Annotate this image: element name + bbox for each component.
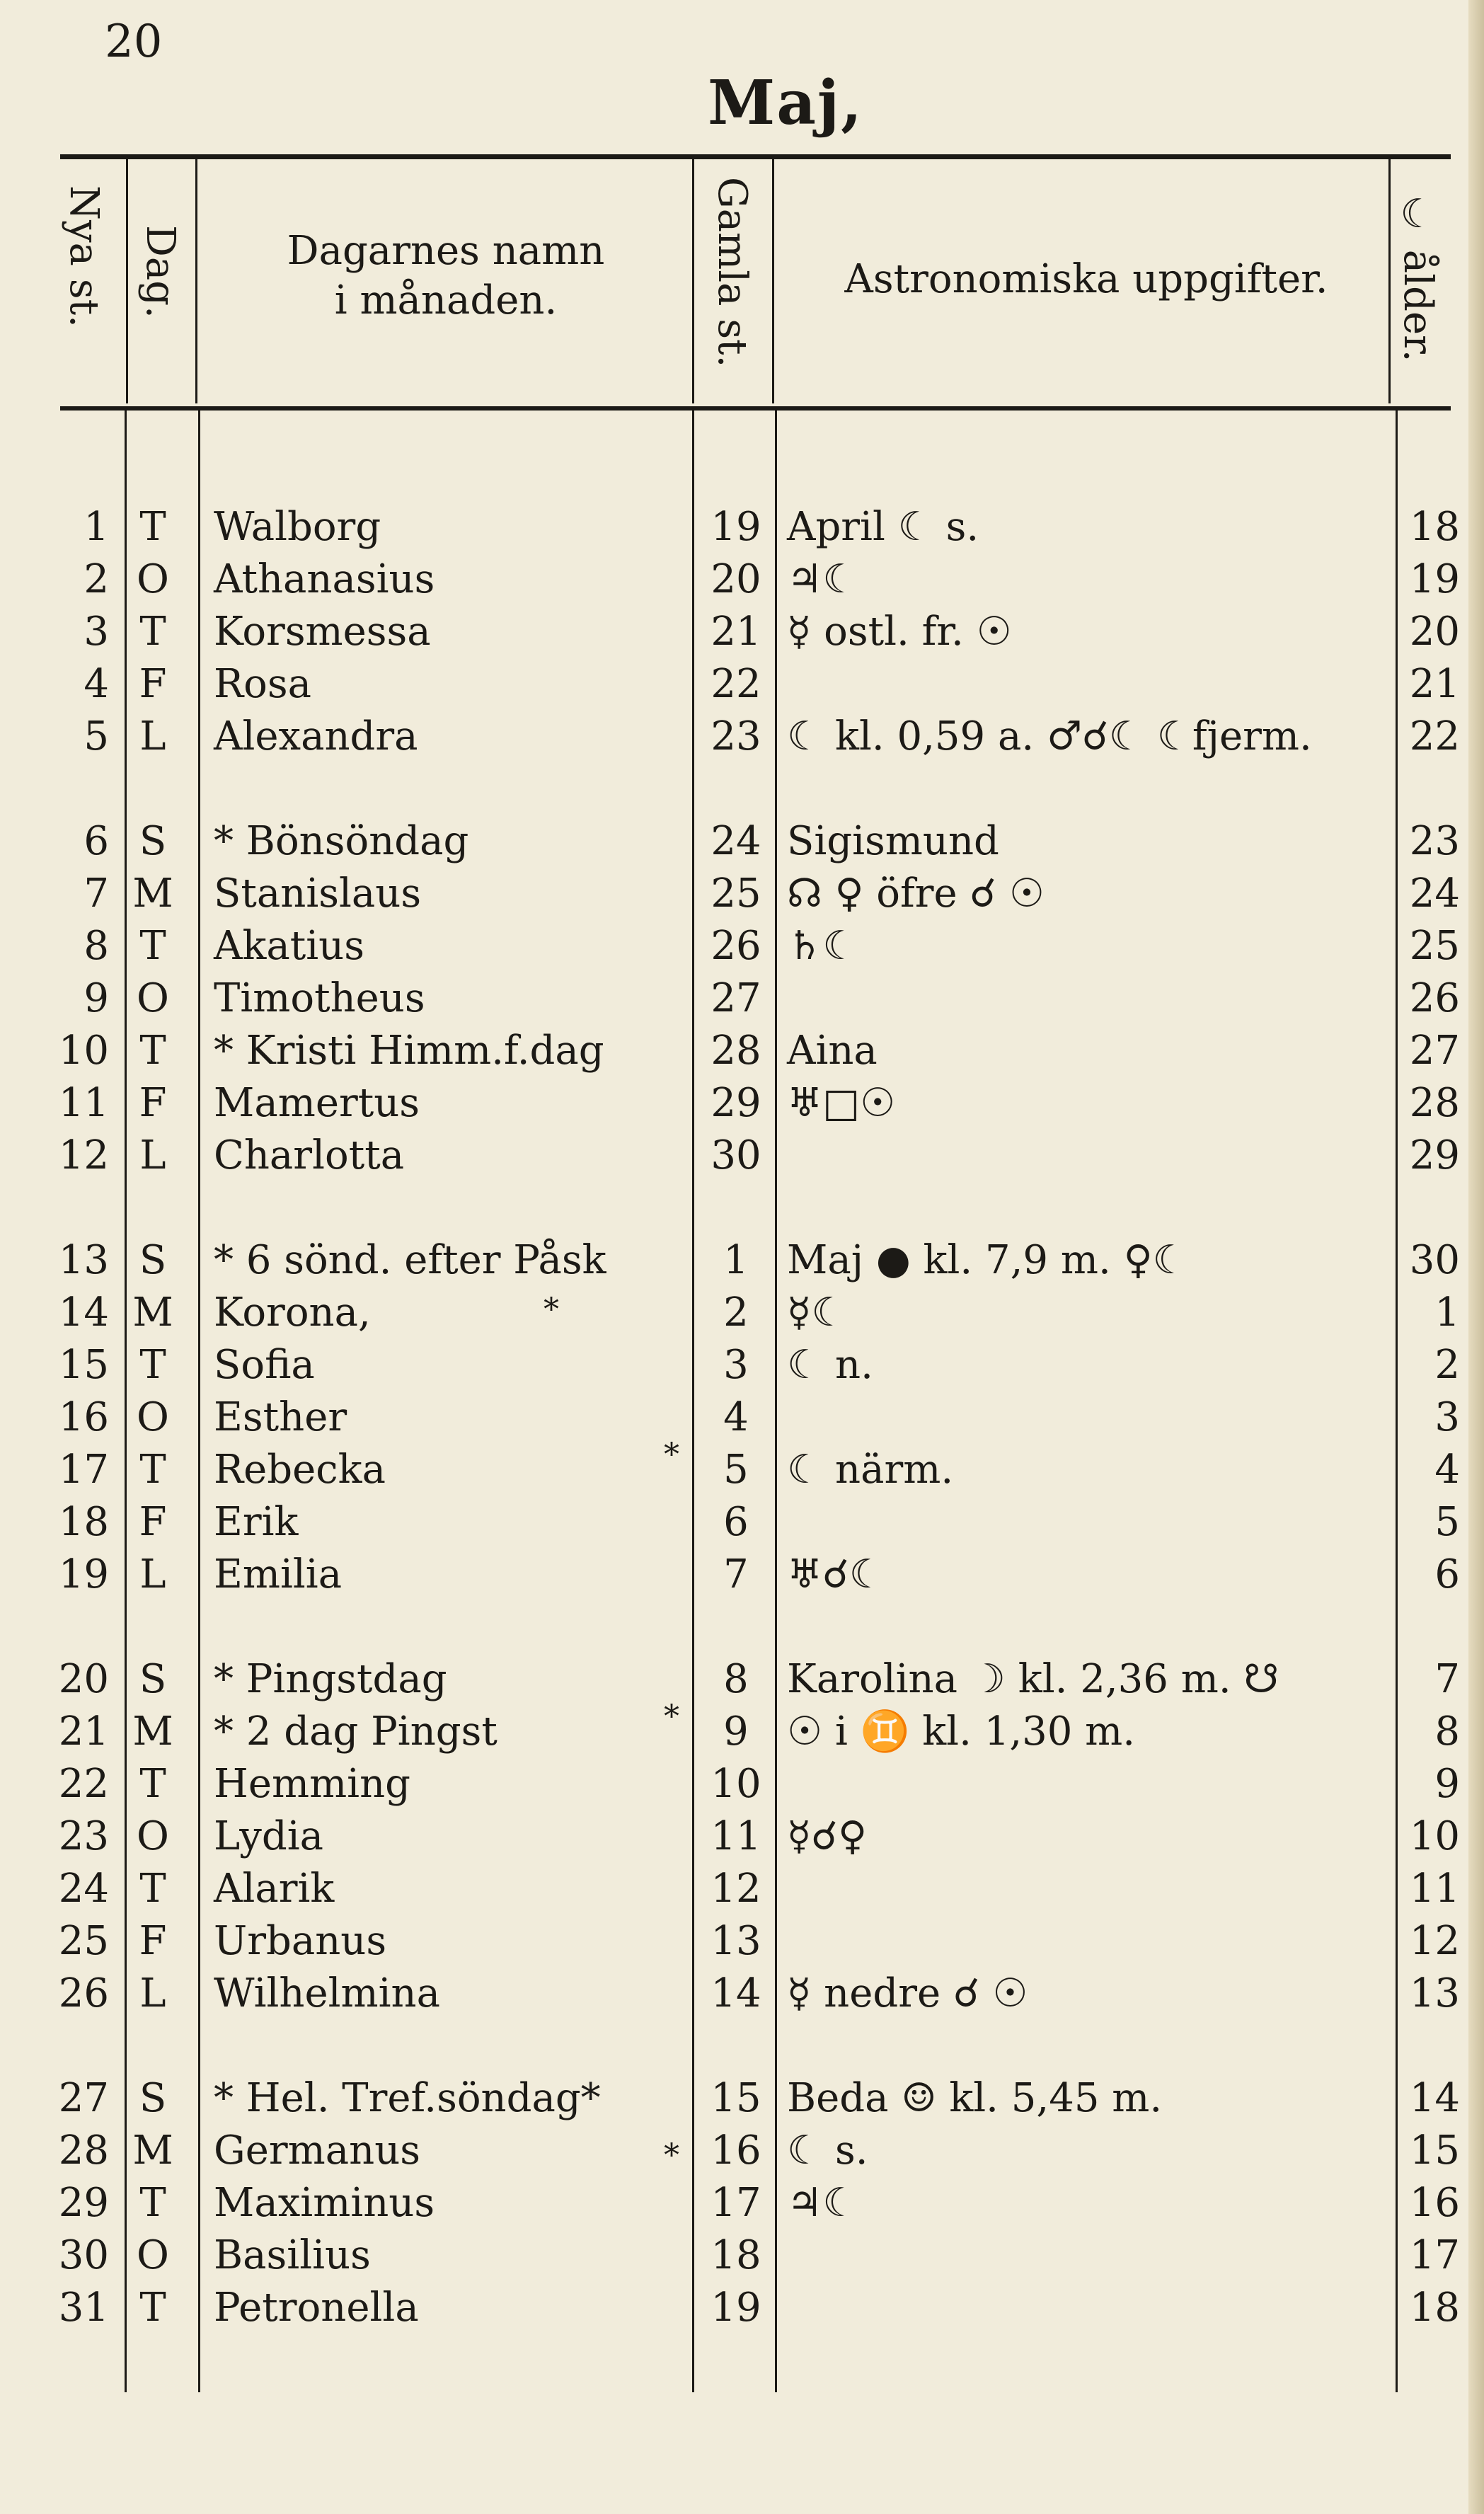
day-name: Germanus bbox=[214, 2128, 421, 2174]
astronomical-note: ♅☌☾ bbox=[787, 1551, 885, 1597]
day-name: Petronella bbox=[214, 2285, 419, 2331]
astronomical-note: ♃☾ bbox=[787, 556, 858, 602]
day-old-style: 12 bbox=[711, 1866, 761, 1912]
table-row bbox=[0, 711, 1484, 763]
day-old-style: 29 bbox=[711, 1080, 761, 1126]
moon-age: 6 bbox=[1434, 1551, 1460, 1597]
weekday: M bbox=[132, 1290, 173, 1336]
moon-age: 8 bbox=[1434, 1709, 1460, 1755]
day-new-style: 16 bbox=[58, 1394, 109, 1440]
weekday: F bbox=[139, 661, 167, 707]
table-row bbox=[0, 501, 1484, 553]
table-row bbox=[0, 1077, 1484, 1130]
weekday: F bbox=[139, 1918, 167, 1964]
astronomical-note: ☉ i ♊ kl. 1,30 m. bbox=[787, 1709, 1136, 1755]
day-new-style: 24 bbox=[58, 1866, 109, 1912]
moon-age: 19 bbox=[1409, 556, 1460, 602]
weekday: T bbox=[139, 2285, 166, 2331]
day-name: * Bönsöndag bbox=[214, 818, 469, 864]
table-row bbox=[0, 2177, 1484, 2229]
day-old-style: 21 bbox=[711, 609, 761, 655]
header-name-line2: i månaden. bbox=[334, 277, 558, 323]
day-old-style: 19 bbox=[711, 2285, 761, 2331]
asterisk-mark: * bbox=[664, 1699, 679, 1735]
table-row bbox=[0, 1915, 1484, 1968]
astronomical-note: Sigismund bbox=[787, 818, 999, 864]
day-new-style: 4 bbox=[84, 661, 109, 707]
day-name: Emilia bbox=[214, 1551, 343, 1597]
day-old-style: 20 bbox=[711, 556, 761, 602]
day-name: * 6 sönd. efter Påsk bbox=[214, 1237, 606, 1283]
day-name: Akatius bbox=[214, 923, 364, 969]
table-row bbox=[0, 1863, 1484, 1915]
moon-age: 3 bbox=[1434, 1394, 1460, 1440]
weekday: T bbox=[139, 1028, 166, 1074]
weekday: T bbox=[139, 504, 166, 550]
table-row bbox=[0, 815, 1484, 868]
astronomical-note: ☾ närm. bbox=[787, 1447, 954, 1493]
day-old-style: 4 bbox=[723, 1394, 749, 1440]
moon-age: 4 bbox=[1434, 1447, 1460, 1493]
table-row bbox=[0, 1339, 1484, 1391]
day-new-style: 2 bbox=[84, 556, 109, 602]
day-name: Rebecka bbox=[214, 1447, 386, 1493]
day-new-style: 29 bbox=[58, 2180, 109, 2226]
day-old-style: 2 bbox=[723, 1290, 749, 1336]
day-name: * Kristi Himm.f.dag bbox=[214, 1028, 604, 1074]
table-row bbox=[0, 1549, 1484, 1601]
weekday: T bbox=[139, 1342, 166, 1388]
table-row bbox=[0, 1234, 1484, 1287]
day-new-style: 30 bbox=[58, 2232, 109, 2278]
weekday: O bbox=[137, 1394, 169, 1440]
header-dag: Dag. bbox=[137, 225, 183, 318]
day-old-style: 9 bbox=[723, 1709, 749, 1755]
day-name: Sofia bbox=[214, 1342, 315, 1388]
table-row bbox=[0, 920, 1484, 972]
day-name: Charlotta bbox=[214, 1132, 405, 1178]
table-row bbox=[0, 868, 1484, 920]
day-new-style: 8 bbox=[84, 923, 109, 969]
day-name: * Hel. Tref.söndag* bbox=[214, 2075, 601, 2121]
weekday: M bbox=[132, 1709, 173, 1755]
astronomical-note: ☊ ♀ öfre ☌ ☉ bbox=[787, 871, 1045, 917]
day-old-style: 22 bbox=[711, 661, 761, 707]
day-new-style: 22 bbox=[58, 1761, 109, 1807]
table-row bbox=[0, 972, 1484, 1025]
day-old-style: 23 bbox=[711, 713, 761, 759]
day-old-style: 3 bbox=[723, 1342, 749, 1388]
table-row bbox=[0, 1025, 1484, 1077]
weekday: T bbox=[139, 2180, 166, 2226]
moon-age: 22 bbox=[1409, 713, 1460, 759]
day-new-style: 9 bbox=[84, 975, 109, 1021]
weekday: T bbox=[139, 1866, 166, 1912]
astronomical-note: ♄☾ bbox=[787, 923, 858, 969]
page-number: 20 bbox=[105, 16, 163, 68]
moon-age: 17 bbox=[1409, 2232, 1460, 2278]
moon-age: 29 bbox=[1409, 1132, 1460, 1178]
astronomical-note: Beda ☺ kl. 5,45 m. bbox=[787, 2075, 1163, 2121]
asterisk-mark: * bbox=[664, 2137, 679, 2174]
moon-age: 14 bbox=[1409, 2075, 1460, 2121]
weekday: F bbox=[139, 1080, 167, 1126]
day-new-style: 27 bbox=[58, 2075, 109, 2121]
day-old-style: 7 bbox=[723, 1551, 749, 1597]
moon-age: 11 bbox=[1409, 1866, 1460, 1912]
table-row bbox=[0, 2072, 1484, 2125]
weekday: S bbox=[139, 1237, 167, 1283]
moon-age: 18 bbox=[1409, 504, 1460, 550]
day-name: Urbanus bbox=[214, 1918, 387, 1964]
day-name: Lydia bbox=[214, 1813, 323, 1859]
weekday: T bbox=[139, 609, 166, 655]
weekday: M bbox=[132, 2128, 173, 2174]
table-row bbox=[0, 1444, 1484, 1496]
moon-age: 18 bbox=[1409, 2285, 1460, 2331]
asterisk-mark: * bbox=[543, 1292, 559, 1328]
table-row bbox=[0, 1968, 1484, 2020]
day-name: Korsmessa bbox=[214, 609, 431, 655]
table-row bbox=[0, 1287, 1484, 1339]
header-divider-5 bbox=[1388, 159, 1391, 403]
day-new-style: 13 bbox=[58, 1237, 109, 1283]
day-old-style: 5 bbox=[723, 1447, 749, 1493]
day-name: * Pingstdag bbox=[214, 1656, 447, 1702]
header-divider-1 bbox=[126, 159, 128, 403]
moon-age: 20 bbox=[1409, 609, 1460, 655]
header-top-rule bbox=[60, 154, 1451, 159]
day-name: Stanislaus bbox=[214, 871, 422, 917]
table-row bbox=[0, 1758, 1484, 1810]
table-row bbox=[0, 606, 1484, 658]
day-new-style: 18 bbox=[58, 1499, 109, 1545]
day-name: Basilius bbox=[214, 2232, 371, 2278]
moon-age: 16 bbox=[1409, 2180, 1460, 2226]
weekday: M bbox=[132, 871, 173, 917]
day-old-style: 8 bbox=[723, 1656, 749, 1702]
day-name: Maximinus bbox=[214, 2180, 435, 2226]
day-name: * 2 dag Pingst bbox=[214, 1709, 497, 1755]
day-new-style: 12 bbox=[58, 1132, 109, 1178]
day-new-style: 14 bbox=[58, 1290, 109, 1336]
day-new-style: 19 bbox=[58, 1551, 109, 1597]
astronomical-note: ☾ kl. 0,59 a. ♂☌☾ ☾fjerm. bbox=[787, 713, 1312, 759]
day-new-style: 11 bbox=[58, 1080, 109, 1126]
day-new-style: 25 bbox=[58, 1918, 109, 1964]
day-name: Esther bbox=[214, 1394, 347, 1440]
day-old-style: 26 bbox=[711, 923, 761, 969]
day-new-style: 20 bbox=[58, 1656, 109, 1702]
day-name: Walborg bbox=[214, 504, 381, 550]
moon-age: 25 bbox=[1409, 923, 1460, 969]
astronomical-note: Karolina ☽ kl. 2,36 m. ☋ bbox=[787, 1656, 1279, 1702]
table-row bbox=[0, 1130, 1484, 1182]
table-row bbox=[0, 1810, 1484, 1863]
day-new-style: 3 bbox=[84, 609, 109, 655]
day-name: Timotheus bbox=[214, 975, 425, 1021]
asterisk-mark: * bbox=[664, 1437, 679, 1473]
day-new-style: 10 bbox=[58, 1028, 109, 1074]
moon-age: 12 bbox=[1409, 1918, 1460, 1964]
day-old-style: 25 bbox=[711, 871, 761, 917]
header-name-line1: Dagarnes namn bbox=[287, 228, 605, 274]
day-new-style: 15 bbox=[58, 1342, 109, 1388]
header-nya-st: Nya st. bbox=[61, 185, 107, 328]
moon-age: 13 bbox=[1409, 1970, 1460, 2016]
astronomical-note: ☿ ostl. fr. ☉ bbox=[787, 609, 1012, 655]
day-old-style: 28 bbox=[711, 1028, 761, 1074]
moon-age: 1 bbox=[1434, 1290, 1460, 1336]
table-row bbox=[0, 1706, 1484, 1758]
header-divider-4 bbox=[772, 159, 774, 403]
moon-age: 26 bbox=[1409, 975, 1460, 1021]
astronomical-note: April ☾ s. bbox=[787, 504, 979, 550]
moon-age: 21 bbox=[1409, 661, 1460, 707]
table-row bbox=[0, 1653, 1484, 1706]
day-new-style: 28 bbox=[58, 2128, 109, 2174]
day-old-style: 17 bbox=[711, 2180, 761, 2226]
moon-age: 15 bbox=[1409, 2128, 1460, 2174]
day-new-style: 23 bbox=[58, 1813, 109, 1859]
day-name: Korona, bbox=[214, 1290, 371, 1336]
table-row bbox=[0, 658, 1484, 711]
day-old-style: 10 bbox=[711, 1761, 761, 1807]
day-old-style: 13 bbox=[711, 1918, 761, 1964]
header-astronomiska: Astronomiska uppgifter. bbox=[844, 256, 1328, 302]
table-row bbox=[0, 553, 1484, 606]
day-name: Mamertus bbox=[214, 1080, 420, 1126]
day-name: Hemming bbox=[214, 1761, 411, 1807]
weekday: S bbox=[139, 818, 167, 864]
astronomical-note: Maj ● kl. 7,9 m. ♀☾ bbox=[787, 1237, 1188, 1283]
moon-age: 10 bbox=[1409, 1813, 1460, 1859]
weekday: T bbox=[139, 1447, 166, 1493]
weekday: O bbox=[137, 556, 169, 602]
astronomical-note: Aina bbox=[787, 1028, 878, 1074]
moon-age: 27 bbox=[1409, 1028, 1460, 1074]
moon-age: 5 bbox=[1434, 1499, 1460, 1545]
weekday: S bbox=[139, 1656, 167, 1702]
astronomical-note: ☾ n. bbox=[787, 1342, 873, 1388]
header-alder: ☾ ålder. bbox=[1395, 191, 1441, 362]
day-new-style: 17 bbox=[58, 1447, 109, 1493]
table-row bbox=[0, 1391, 1484, 1444]
day-new-style: 31 bbox=[58, 2285, 109, 2331]
moon-age: 7 bbox=[1434, 1656, 1460, 1702]
moon-age: 23 bbox=[1409, 818, 1460, 864]
astronomical-note: ☾ s. bbox=[787, 2128, 868, 2174]
moon-age: 28 bbox=[1409, 1080, 1460, 1126]
moon-age: 30 bbox=[1409, 1237, 1460, 1283]
astronomical-note: ♅□☉ bbox=[787, 1080, 896, 1126]
header-bottom-rule bbox=[60, 406, 1451, 411]
weekday: O bbox=[137, 1813, 169, 1859]
day-name: Wilhelmina bbox=[214, 1970, 440, 2016]
weekday: L bbox=[139, 1132, 166, 1178]
day-old-style: 15 bbox=[711, 2075, 761, 2121]
weekday: T bbox=[139, 1761, 166, 1807]
weekday: S bbox=[139, 2075, 167, 2121]
header-name bbox=[205, 226, 686, 326]
day-name: Alexandra bbox=[214, 713, 418, 759]
month-title: Maj, bbox=[708, 67, 863, 139]
day-name: Rosa bbox=[214, 661, 312, 707]
day-old-style: 24 bbox=[711, 818, 761, 864]
table-row bbox=[0, 2229, 1484, 2282]
header-divider-3 bbox=[692, 159, 694, 403]
day-old-style: 18 bbox=[711, 2232, 761, 2278]
weekday: L bbox=[139, 1551, 166, 1597]
weekday: T bbox=[139, 923, 166, 969]
day-old-style: 6 bbox=[723, 1499, 749, 1545]
day-new-style: 26 bbox=[58, 1970, 109, 2016]
moon-age: 24 bbox=[1409, 871, 1460, 917]
day-old-style: 27 bbox=[711, 975, 761, 1021]
table-row bbox=[0, 2282, 1484, 2334]
day-new-style: 5 bbox=[84, 713, 109, 759]
weekday: O bbox=[137, 2232, 169, 2278]
day-name: Erik bbox=[214, 1499, 299, 1545]
day-old-style: 11 bbox=[711, 1813, 761, 1859]
astronomical-note: ☿☾ bbox=[787, 1290, 847, 1336]
header-divider-2 bbox=[195, 159, 197, 403]
astronomical-note: ☿ nedre ☌ ☉ bbox=[787, 1970, 1028, 2016]
weekday: F bbox=[139, 1499, 167, 1545]
day-new-style: 1 bbox=[84, 504, 109, 550]
table-row bbox=[0, 1496, 1484, 1549]
day-name: Alarik bbox=[214, 1866, 335, 1912]
weekday: O bbox=[137, 975, 169, 1021]
day-new-style: 7 bbox=[84, 871, 109, 917]
day-new-style: 6 bbox=[84, 818, 109, 864]
astronomical-note: ☿☌♀ bbox=[787, 1813, 867, 1859]
day-new-style: 21 bbox=[58, 1709, 109, 1755]
weekday: L bbox=[139, 713, 166, 759]
weekday: L bbox=[139, 1970, 166, 2016]
moon-age: 2 bbox=[1434, 1342, 1460, 1388]
day-old-style: 19 bbox=[711, 504, 761, 550]
day-name: Athanasius bbox=[214, 556, 435, 602]
moon-age: 9 bbox=[1434, 1761, 1460, 1807]
astronomical-note: ♃☾ bbox=[787, 2180, 858, 2226]
day-old-style: 1 bbox=[723, 1237, 749, 1283]
day-old-style: 14 bbox=[711, 1970, 761, 2016]
day-old-style: 16 bbox=[711, 2128, 761, 2174]
table-row bbox=[0, 2125, 1484, 2177]
day-old-style: 30 bbox=[711, 1132, 761, 1178]
header-gamla-st: Gamla st. bbox=[709, 177, 755, 368]
